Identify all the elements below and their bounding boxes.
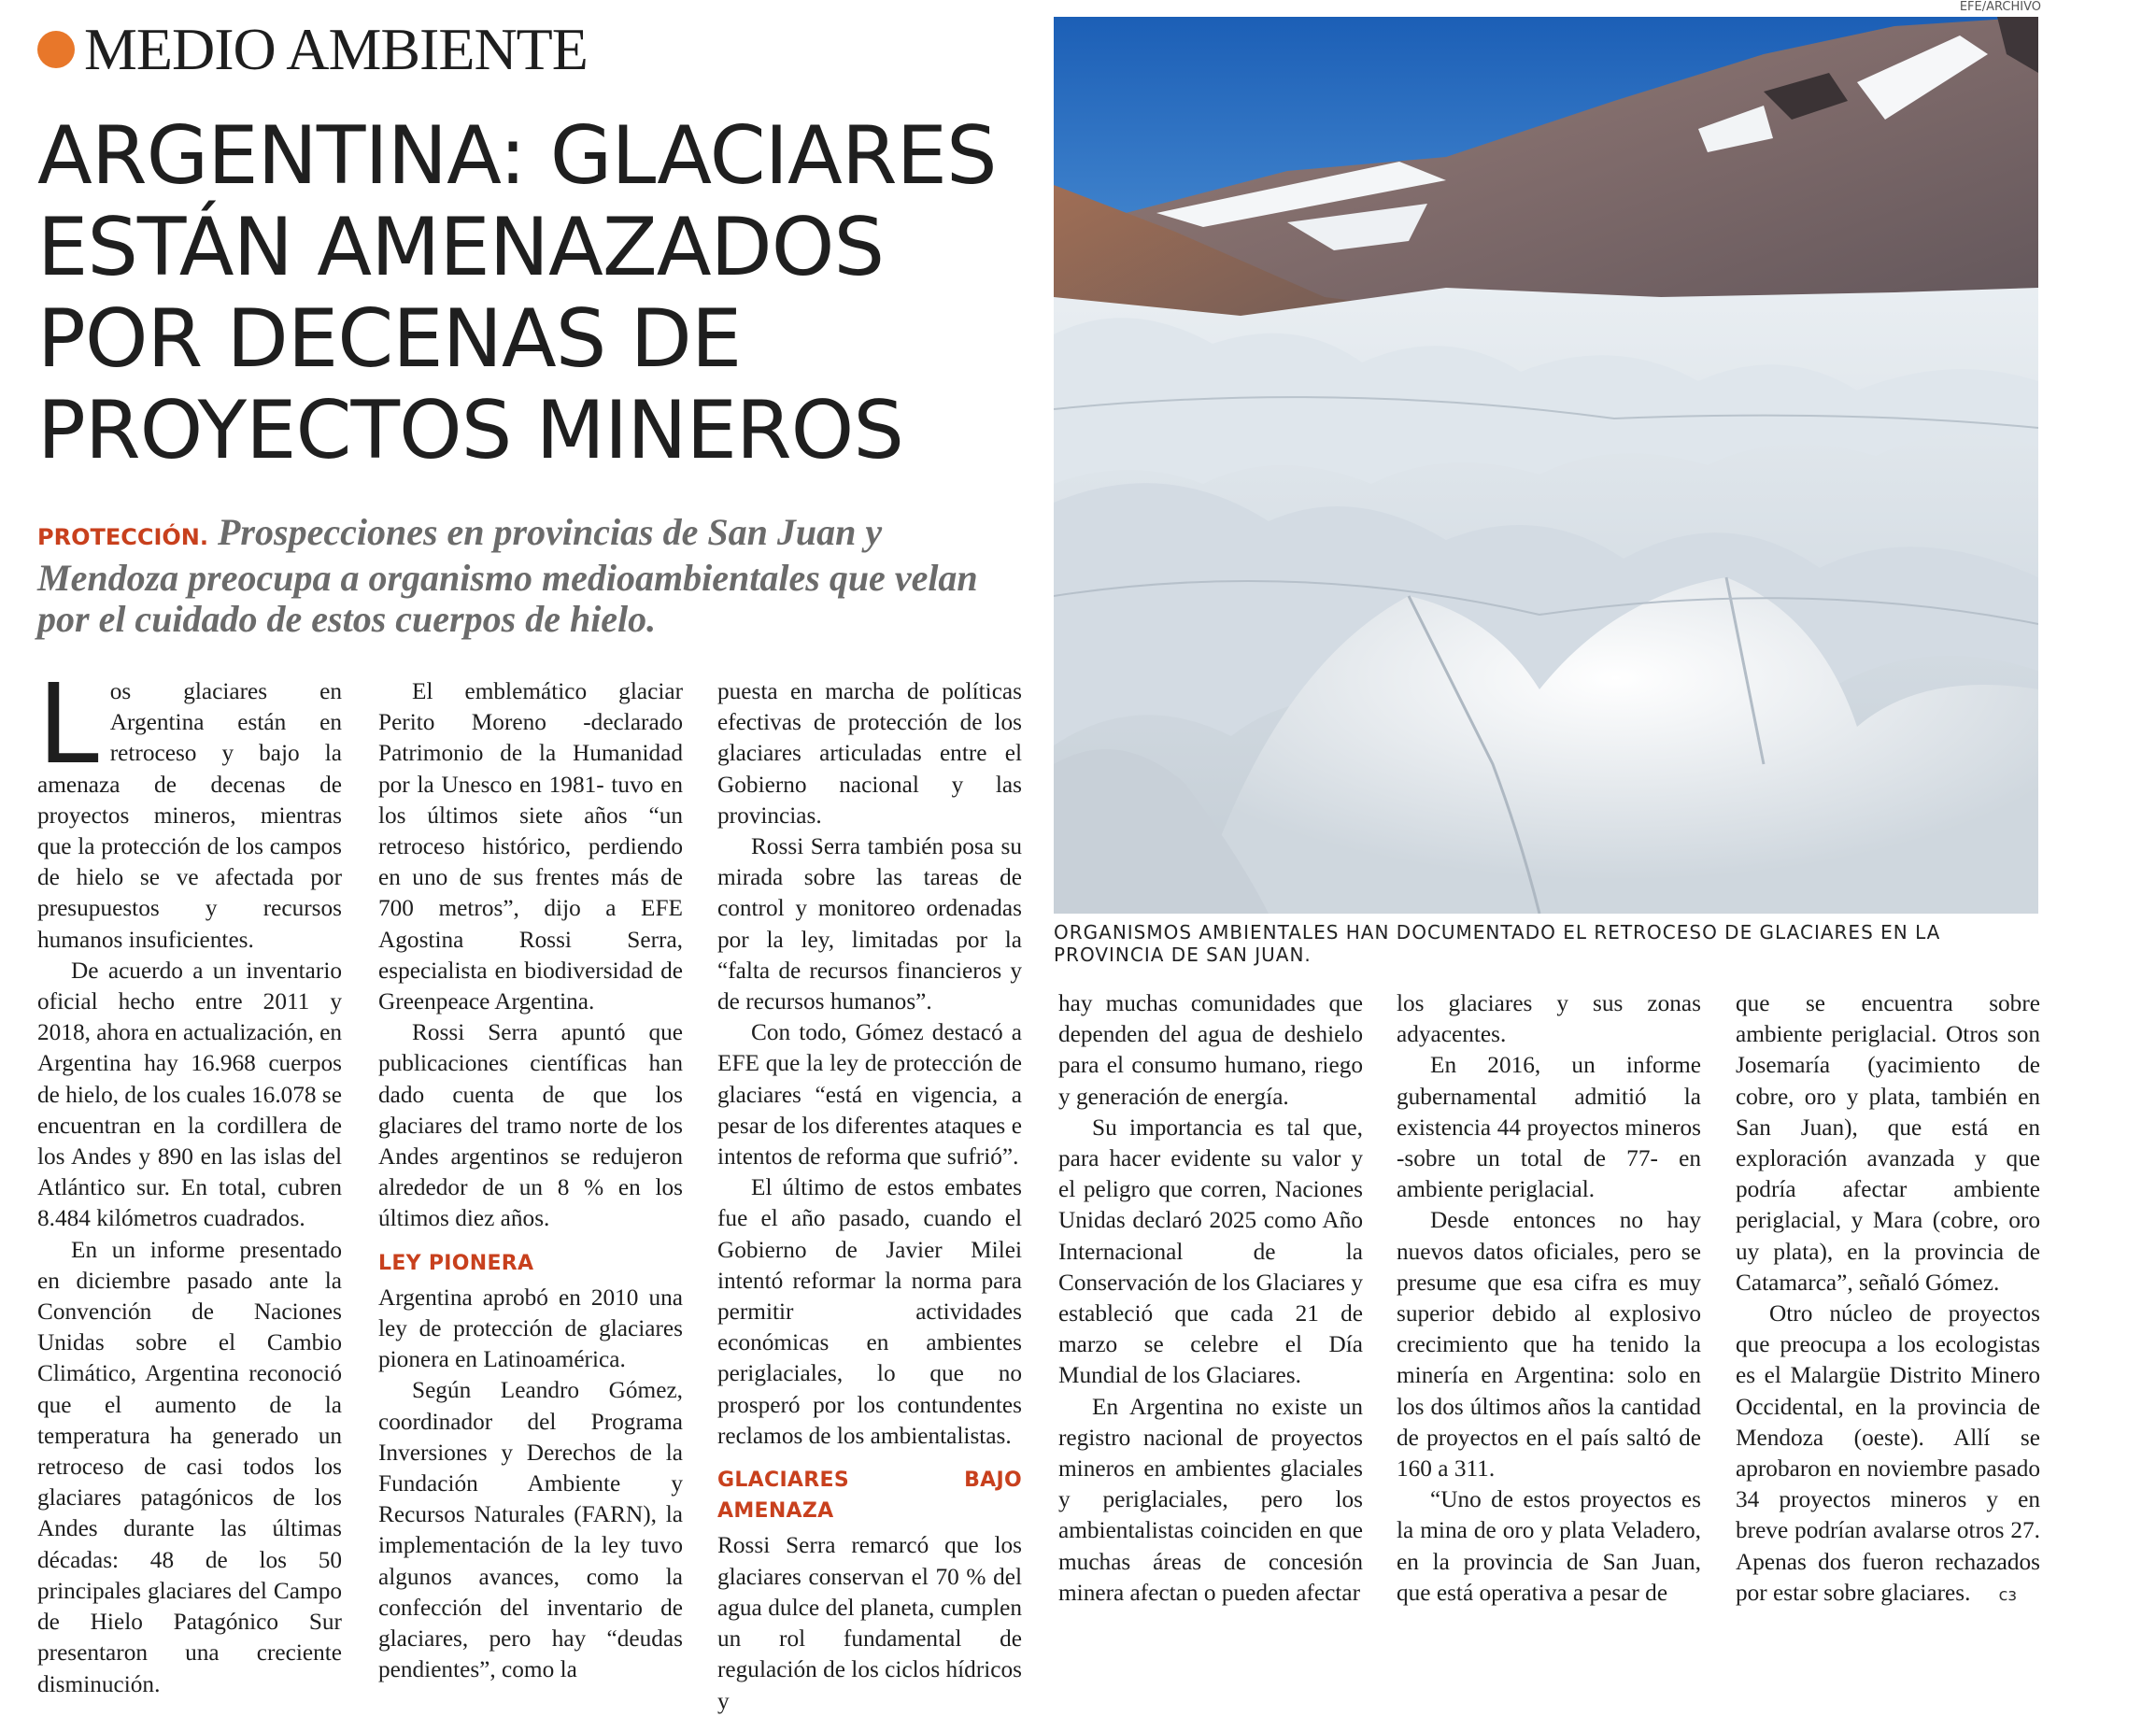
paragraph: En 2016, un informe gubernamental admitió la existencia 44 proyectos mineros -sobre un total de 77- en ambiente periglacial. <box>1397 1052 1701 1203</box>
section-label: MEDIO AMBIENTE <box>84 16 588 82</box>
paragraph: Rossi Serra apuntó que publicaciones científicas han dado cuenta de que los glaciares del tramo norte de los Andes argentinos se redujeron alrededor de un 8 % en los últimos diez años. <box>378 1019 683 1232</box>
column-1 <box>37 660 342 1700</box>
column-5 <box>1397 988 1701 1609</box>
end-mark: cз <box>1998 1584 2017 1605</box>
paragraph: Rossi Serra remarcó que los glaciares conservan el 70 % del agua dulce del planeta, cumplen un rol fundamental de regulación de los ciclos hídricos y <box>717 1532 1022 1714</box>
glacier-photo <box>1054 17 2038 914</box>
paragraph: Rossi Serra también posa su mirada sobre las tareas de control y monitoreo ordenadas por la ley, limitadas por la “falta de recursos financieros y de recursos humanos”. <box>717 833 1022 1015</box>
paragraph <box>1736 1298 2040 1611</box>
headline-line: PROYECTOS MINEROS <box>37 384 903 477</box>
paragraph: De acuerdo a un inventario oficial hecho entre 2011 y 2018, ahora en actualización, en Argentina hay 16.968 cuerpos de hielo, de los cuales 16.078 se encuentran en la cordillera de los Andes y 890 en las islas del Atlántico sur. En total, cubren 8.484 kilómetros cuadrados. <box>37 957 342 1232</box>
paragraph: Con todo, Gómez destacó a EFE que la ley de protección de glaciares “está en vigencia, a pesar de los diferentes ataques e intentos de reforma que sufrió”. <box>717 1019 1022 1171</box>
paragraph-text: Otro núcleo de proyectos que preocupa a los ecologistas es el Malargüe Distrito Minero Occidental, en la provincia de Mendoza (oeste). Allí se aprobaron en noviembre pasado 34 proyectos mineros y en breve podrían avalarse otros 27. Apenas dos fueron rechazados por estar sobre glaciares. <box>1736 1300 2040 1606</box>
headline <box>37 110 1009 476</box>
subhead-glaciares-bajo-amenaza: GLACIARES BAJO AMENAZA <box>717 1469 1022 1524</box>
column-6 <box>1736 988 2040 1611</box>
paragraph: Su importancia es tal que, para hacer evidente su valor y el peligro que corren, Naciones Unidas declaró 2025 como Año Internacional de la Conservación de los Glaciares y estableció que cada 21 de marzo se celebre el Día Mundial de los Glaciares. <box>1058 1114 1363 1389</box>
drop-cap: L <box>37 660 99 788</box>
paragraph: El último de estos embates fue el año pasado, cuando el Gobierno de Javier Milei intentó reformar la norma para permitir actividades económicas en ambientes periglaciales, lo que no prosperó por los contundentes reclamos de los ambientalistas. <box>717 1174 1022 1449</box>
photo-credit: EFE/ARCHIVO <box>1959 0 2041 14</box>
section-dot <box>37 31 75 68</box>
subhead-ley-pionera: LEY PIONERA <box>378 1251 534 1275</box>
paragraph: Argentina aprobó en 2010 una ley de protección de glaciares pionera en Latinoamérica. <box>378 1284 683 1373</box>
paragraph: Desde entonces no hay nuevos datos oficiales, pero se presume que esa cifra es muy superior debido al explosivo crecimiento que ha tenido la minería en Argentina: solo en los dos últimos años la cantidad de proyectos en el país saltó de 160 a 311. <box>1397 1207 1701 1483</box>
column-3 <box>717 676 1022 1717</box>
paragraph: Según Leandro Gómez, coordinador del Programa Inversiones y Derechos de la Fundación Ambiente y Recursos Naturales (FARN), la implementación de la ley tuvo algunos avances, como la confección del inventario de glaciares, pero hay “deudas pendientes”, como la <box>378 1377 683 1683</box>
paragraph: “Uno de estos proyectos es la mina de oro y plata Veladero, en la provincia de San Juan, que está operativa a pesar de <box>1397 1486 1701 1606</box>
deck-tag: PROTECCIÓN. <box>37 524 208 550</box>
headline-line: ESTÁN AMENAZADOS <box>37 201 885 294</box>
paragraph: que se encuentra sobre ambiente periglacial. Otros son Josemaría (yacimiento de cobre, oro y plata, también en San Juan), que está en exploración avanzada y que podría afectar ambiente periglacial, y Mara (cobre, oro uy plata), en la provincia de Catamarca”, señaló Gómez. <box>1736 990 2040 1296</box>
deck-text: Prospecciones en provincias de San Juan y Mendoza preocupa a organismo medioambientales que velan por el cuidado de estos cuerpos de hielo. <box>37 511 978 640</box>
paragraph: los glaciares y sus zonas adyacentes. <box>1397 990 1701 1048</box>
paragraph: En un informe presentado en diciembre pasado ante la Convención de Naciones Unidas sobre el Cambio Climático, Argentina reconoció que el aumento de la temperatura ha generado un retroceso de casi todos los glaciares patagónicos de los Andes durante las últimas décadas: 48 de los 50 principales glaciares del Campo de Hielo Patagónico Sur presentaron una creciente disminución. <box>37 1236 342 1697</box>
column-4 <box>1058 988 1363 1609</box>
section-kicker <box>37 17 588 82</box>
headline-line: POR DECENAS DE <box>37 292 742 386</box>
deck <box>37 512 990 640</box>
photo-caption: ORGANISMOS AMBIENTALES HAN DOCUMENTADO EL RETROCESO DE GLACIARES EN LA PROVINCIA DE SAN JUAN. <box>1054 921 1941 966</box>
column-2 <box>378 676 683 1686</box>
paragraph: El emblemático glaciar Perito Moreno -declarado Patrimonio de la Humanidad por la Unesco en 1981- tuvo en los últimos siete años “un retroceso histórico, perdiendo en uno de sus frentes más de 700 metros”, dijo a EFE Agostina Rossi Serra, especialista en biodiversidad de Greenpeace Argentina. <box>378 678 683 1015</box>
headline-line: ARGENTINA: GLACIARES <box>37 109 997 203</box>
paragraph: os glaciares en Argentina están en retroceso y bajo la amenaza de decenas de proyectos mineros, mientras que la protección de los campos de hielo se ve afectada por presupuestos y recursos humanos insuficientes. <box>37 678 342 953</box>
paragraph: En Argentina no existe un registro nacional de proyectos mineros en ambientes glaciales y periglaciales, pero los ambientalistas coinciden en que muchas áreas de concesión minera afectan o pueden afectar <box>1058 1393 1363 1606</box>
paragraph: hay muchas comunidades que dependen del agua de deshielo para el consumo humano, riego y generación de energía. <box>1058 990 1363 1110</box>
paragraph: puesta en marcha de políticas efectivas de protección de los glaciares articuladas entre el Gobierno nacional y las provincias. <box>717 678 1022 829</box>
